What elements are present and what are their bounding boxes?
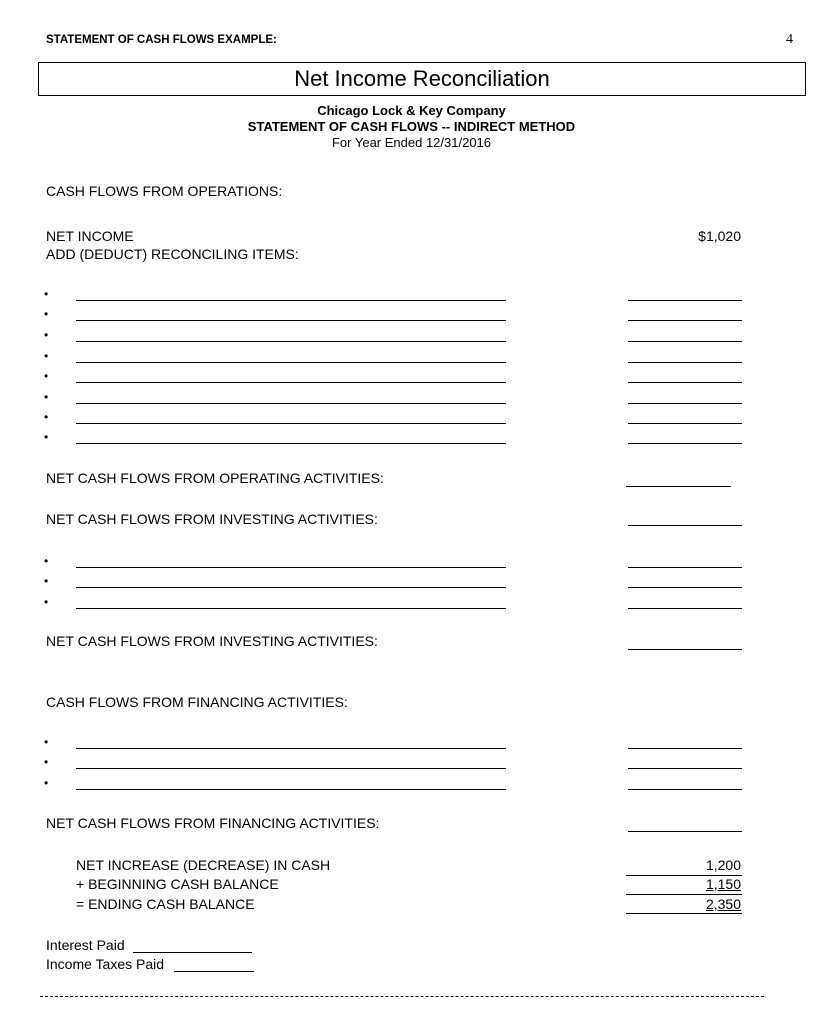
income-taxes-paid-label: Income Taxes Paid [46,956,165,972]
investing-heading-blank[interactable] [628,525,742,526]
investing-total-blank[interactable] [628,649,742,650]
bullet-icon: • [44,307,49,321]
item-description-blank[interactable] [76,300,506,301]
item-amount-blank[interactable] [628,768,742,769]
operating-total-label: NET CASH FLOWS FROM OPERATING ACTIVITIES: [46,470,384,486]
item-description-blank[interactable] [76,423,506,424]
bullet-icon: • [44,776,49,790]
divider [40,996,764,997]
bullet-icon: • [44,369,49,383]
bullet-icon: • [44,328,49,342]
item-description-blank[interactable] [76,320,506,321]
bullet-icon: • [44,390,49,404]
item-description-blank[interactable] [76,587,506,588]
item-description-blank[interactable] [76,382,506,383]
bullet-icon: • [44,430,49,444]
item-description-blank[interactable] [76,362,506,363]
statement-period: For Year Ended 12/31/2016 [331,135,492,150]
ending-balance-value: 2,350 [705,896,741,912]
interest-paid-label: Interest Paid [46,937,125,953]
item-amount-blank[interactable] [628,403,742,404]
bullet-icon: • [44,554,49,568]
investing-heading: NET CASH FLOWS FROM INVESTING ACTIVITIES: [46,511,378,527]
title-banner [38,62,806,96]
item-description-blank[interactable] [76,748,506,749]
item-amount-blank[interactable] [628,362,742,363]
bullet-icon: • [44,735,49,749]
company-name: Chicago Lock & Key Company [317,103,506,118]
item-description-blank[interactable] [76,403,506,404]
interest-paid-blank[interactable] [133,952,252,953]
page-number: 4 [786,32,793,47]
item-amount-blank[interactable] [628,423,742,424]
bullet-icon: • [44,349,49,363]
item-amount-blank[interactable] [628,789,742,790]
item-amount-blank[interactable] [628,567,742,568]
item-amount-blank[interactable] [628,748,742,749]
bullet-icon: • [44,755,49,769]
ending-balance-double-underline [626,913,742,914]
item-description-blank[interactable] [76,341,506,342]
operations-heading: CASH FLOWS FROM OPERATIONS: [46,183,283,199]
net-change-value: 1,200 [705,857,741,873]
beginning-balance-label: + BEGINNING CASH BALANCE [76,876,279,892]
item-amount-blank[interactable] [628,341,742,342]
net-income-value: $1,020 [698,228,741,244]
item-description-blank[interactable] [76,789,506,790]
item-description-blank[interactable] [76,567,506,568]
investing-total-label: NET CASH FLOWS FROM INVESTING ACTIVITIES: [46,633,378,649]
statement-title: STATEMENT OF CASH FLOWS -- INDIRECT METHOD [247,119,576,134]
bullet-icon: • [44,410,49,424]
bullet-icon: • [44,287,49,301]
bullet-icon: • [44,574,49,588]
beginning-balance-value: 1,150 [705,876,741,892]
item-description-blank[interactable] [76,443,506,444]
item-amount-blank[interactable] [628,320,742,321]
item-description-blank[interactable] [76,608,506,609]
item-amount-blank[interactable] [628,443,742,444]
financing-total-blank[interactable] [628,831,742,832]
item-amount-blank[interactable] [628,382,742,383]
reconciling-items-label: ADD (DEDUCT) RECONCILING ITEMS: [46,246,299,262]
banner-title: Net Income Reconciliation [294,66,550,91]
document-header: STATEMENT OF CASH FLOWS EXAMPLE: [46,34,277,46]
bullet-icon: • [44,595,49,609]
item-amount-blank[interactable] [628,300,742,301]
financing-total-label: NET CASH FLOWS FROM FINANCING ACTIVITIES: [46,815,380,831]
financing-heading: CASH FLOWS FROM FINANCING ACTIVITIES: [46,694,348,710]
item-description-blank[interactable] [76,768,506,769]
net-income-label: NET INCOME [46,228,134,244]
ending-balance-label: = ENDING CASH BALANCE [76,896,255,912]
item-amount-blank[interactable] [628,587,742,588]
income-taxes-paid-blank[interactable] [174,971,254,972]
operating-total-blank[interactable] [626,486,731,487]
ending-balance-overline [626,894,742,895]
item-amount-blank[interactable] [628,608,742,609]
net-change-label: NET INCREASE (DECREASE) IN CASH [76,857,331,873]
